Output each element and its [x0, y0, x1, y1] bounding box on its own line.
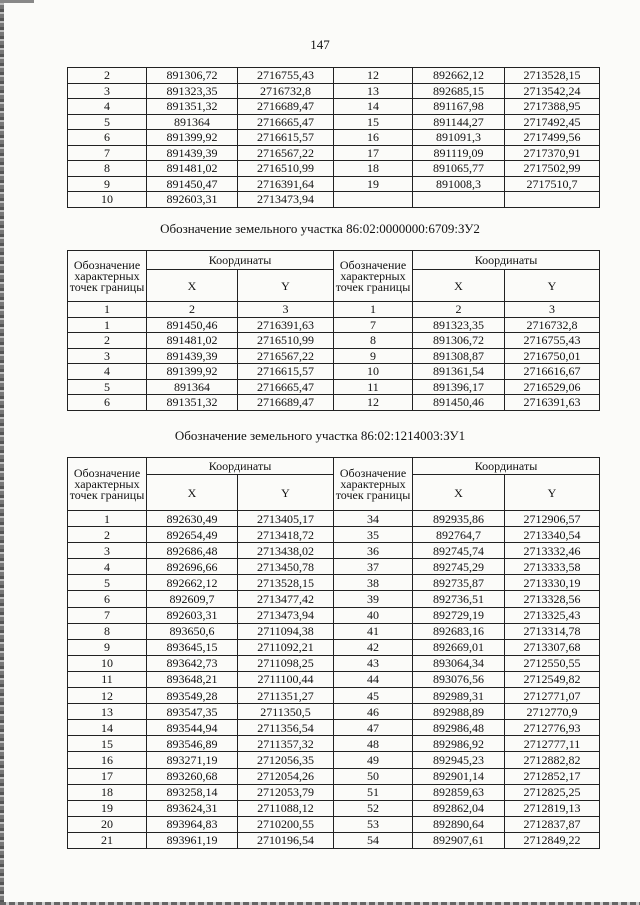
section-caption-zu1: Обозначение земельного участка 86:02:1214003:ЗУ1	[174, 428, 466, 443]
table-row	[68, 736, 600, 752]
point-number-cell: 9	[334, 348, 413, 364]
x-coordinate-cell: 891323,35	[147, 83, 238, 99]
y-coordinate-cell: 2716391,64	[238, 176, 334, 192]
y-coordinate-cell: 2716391,63	[238, 317, 334, 333]
point-number-cell: 52	[334, 800, 413, 816]
x-coordinate-cell: 892907,61	[413, 832, 505, 848]
table-row	[68, 784, 600, 800]
y-coordinate-cell: 2712770,9	[505, 704, 600, 720]
x-coordinate-cell: 891091,3	[413, 130, 505, 146]
x-coordinate-cell: 893546,89	[147, 736, 238, 752]
x-coordinate-cell: 891308,87	[413, 348, 505, 364]
y-coordinate-cell: 2712776,93	[505, 720, 600, 736]
point-number-cell: 18	[68, 784, 147, 800]
x-coordinate-cell: 891119,09	[413, 145, 505, 161]
y-coordinate-cell: 2717388,95	[505, 99, 600, 115]
point-number-cell: 5	[68, 575, 147, 591]
y-coordinate-cell: 2717492,45	[505, 114, 600, 130]
table-row	[68, 688, 600, 704]
x-coordinate-cell: 892745,74	[413, 543, 505, 559]
table-row	[68, 768, 600, 784]
header-col-number: 2	[413, 302, 505, 318]
y-coordinate-cell: 2713473,94	[238, 607, 334, 623]
y-coordinate-cell: 2716510,99	[238, 161, 334, 177]
y-coordinate-cell: 2712906,57	[505, 511, 600, 527]
point-number-cell: 10	[334, 364, 413, 380]
header-y-label: Y	[238, 475, 334, 511]
y-coordinate-cell: 2711100,44	[238, 671, 334, 687]
y-coordinate-cell: 2716616,67	[505, 364, 600, 380]
x-coordinate-cell: 893624,31	[147, 800, 238, 816]
point-number-cell: 2	[68, 68, 147, 84]
x-coordinate-cell: 891361,54	[413, 364, 505, 380]
x-coordinate-cell: 892890,64	[413, 816, 505, 832]
x-coordinate-cell: 891144,27	[413, 114, 505, 130]
x-coordinate-cell: 892654,49	[147, 527, 238, 543]
x-coordinate-cell: 891323,35	[413, 317, 505, 333]
y-coordinate-cell: 2713340,54	[505, 527, 600, 543]
point-number-cell: 17	[68, 768, 147, 784]
header-coords-label: Координаты	[413, 251, 600, 270]
y-coordinate-cell: 2716732,8	[505, 317, 600, 333]
x-coordinate-cell: 891351,32	[147, 395, 238, 411]
point-number-cell: 5	[68, 379, 147, 395]
y-coordinate-cell: 2713450,78	[238, 559, 334, 575]
x-coordinate-cell: 893650,6	[147, 623, 238, 639]
x-coordinate-cell: 891481,02	[147, 161, 238, 177]
x-coordinate-cell: 892859,63	[413, 784, 505, 800]
y-coordinate-cell: 2716689,47	[238, 99, 334, 115]
y-coordinate-cell: 2713405,17	[238, 511, 334, 527]
point-number-cell: 5	[68, 114, 147, 130]
section-caption-zu2: Обозначение земельного участка 86:02:0000000:6709:ЗУ2	[160, 221, 480, 236]
y-coordinate-cell: 2713418,72	[238, 527, 334, 543]
point-number-cell: 8	[334, 333, 413, 349]
point-number-cell: 21	[68, 832, 147, 848]
point-number-cell: 42	[334, 639, 413, 655]
y-coordinate-cell: 2716567,22	[238, 145, 334, 161]
x-coordinate-cell: 892988,89	[413, 704, 505, 720]
point-number-cell	[334, 192, 413, 208]
x-coordinate-cell: 893544,94	[147, 720, 238, 736]
point-number-cell: 11	[334, 379, 413, 395]
x-coordinate-cell: 893645,15	[147, 639, 238, 655]
x-coordinate-cell: 892662,12	[147, 575, 238, 591]
y-coordinate-cell: 2713542,24	[505, 83, 600, 99]
point-number-cell: 54	[334, 832, 413, 848]
point-number-cell: 12	[334, 395, 413, 411]
y-coordinate-cell: 2716665,47	[238, 379, 334, 395]
scan-corner-mark	[0, 0, 34, 3]
table-row	[68, 317, 600, 333]
y-coordinate-cell: 2716755,43	[238, 68, 334, 84]
y-coordinate-cell: 2713325,43	[505, 607, 600, 623]
y-coordinate-cell: 2716732,8	[238, 83, 334, 99]
header-point-label: Обозначение характерных точек границы	[334, 251, 413, 302]
x-coordinate-cell: 892745,29	[413, 559, 505, 575]
table-row	[68, 559, 600, 575]
y-coordinate-cell: 2716529,06	[505, 379, 600, 395]
table-row	[68, 348, 600, 364]
table-row	[68, 99, 600, 115]
point-number-cell: 40	[334, 607, 413, 623]
header-y-label: Y	[238, 270, 334, 302]
table-row	[68, 591, 600, 607]
x-coordinate-cell: 893260,68	[147, 768, 238, 784]
header-point-label: Обозначение характерных точек границы	[68, 251, 147, 302]
x-coordinate-cell: 891008,3	[413, 176, 505, 192]
y-coordinate-cell: 2717502,99	[505, 161, 600, 177]
x-coordinate-cell: 891364	[147, 379, 238, 395]
header-col-number: 1	[68, 302, 147, 318]
x-coordinate-cell: 893547,35	[147, 704, 238, 720]
point-number-cell: 14	[334, 99, 413, 115]
y-coordinate-cell: 2716750,01	[505, 348, 600, 364]
y-coordinate-cell: 2716689,47	[238, 395, 334, 411]
point-number-cell: 4	[68, 559, 147, 575]
x-coordinate-cell: 891399,92	[147, 130, 238, 146]
point-number-cell: 10	[68, 192, 147, 208]
y-coordinate-cell: 2713528,15	[238, 575, 334, 591]
y-coordinate-cell: 2711350,5	[238, 704, 334, 720]
point-number-cell: 8	[68, 623, 147, 639]
point-number-cell: 3	[68, 348, 147, 364]
y-coordinate-cell: 2710200,55	[238, 816, 334, 832]
y-coordinate-cell: 2712777,11	[505, 736, 600, 752]
y-coordinate-cell: 2712837,87	[505, 816, 600, 832]
table-row	[68, 704, 600, 720]
header-coords-label: Координаты	[147, 458, 334, 475]
x-coordinate-cell: 891450,46	[147, 317, 238, 333]
point-number-cell: 50	[334, 768, 413, 784]
point-number-cell: 18	[334, 161, 413, 177]
point-number-cell: 14	[68, 720, 147, 736]
y-coordinate-cell: 2717499,56	[505, 130, 600, 146]
x-coordinate-cell: 892989,31	[413, 688, 505, 704]
x-coordinate-cell: 892603,31	[147, 192, 238, 208]
x-coordinate-cell: 892986,92	[413, 736, 505, 752]
point-number-cell: 53	[334, 816, 413, 832]
x-coordinate-cell: 892729,19	[413, 607, 505, 623]
y-coordinate-cell: 2712849,22	[505, 832, 600, 848]
scan-left-edge	[0, 0, 4, 905]
x-coordinate-cell: 892603,31	[147, 607, 238, 623]
x-coordinate-cell: 893642,73	[147, 655, 238, 671]
table-row	[68, 639, 600, 655]
header-col-number: 3	[505, 302, 600, 318]
x-coordinate-cell: 891351,32	[147, 99, 238, 115]
point-number-cell: 1	[68, 317, 147, 333]
y-coordinate-cell: 2712771,07	[505, 688, 600, 704]
x-coordinate-cell: 891450,46	[413, 395, 505, 411]
y-coordinate-cell: 2712549,82	[505, 671, 600, 687]
y-coordinate-cell: 2713528,15	[505, 68, 600, 84]
x-coordinate-cell: 892662,12	[413, 68, 505, 84]
table-row	[68, 671, 600, 687]
y-coordinate-cell: 2716615,57	[238, 130, 334, 146]
table-row	[68, 511, 600, 527]
x-coordinate-cell: 892669,01	[413, 639, 505, 655]
point-number-cell: 8	[68, 161, 147, 177]
y-coordinate-cell: 2713314,78	[505, 623, 600, 639]
table-row	[68, 800, 600, 816]
x-coordinate-cell: 893549,28	[147, 688, 238, 704]
table-row	[68, 114, 600, 130]
y-coordinate-cell: 2713477,42	[238, 591, 334, 607]
x-coordinate-cell: 891167,98	[413, 99, 505, 115]
y-coordinate-cell: 2713328,56	[505, 591, 600, 607]
point-number-cell: 44	[334, 671, 413, 687]
x-coordinate-cell: 892685,15	[413, 83, 505, 99]
point-number-cell: 10	[68, 655, 147, 671]
table-row	[68, 623, 600, 639]
x-coordinate-cell: 892901,14	[413, 768, 505, 784]
x-coordinate-cell: 892945,23	[413, 752, 505, 768]
header-x-label: X	[413, 475, 505, 511]
table-row	[68, 83, 600, 99]
y-coordinate-cell: 2713333,58	[505, 559, 600, 575]
point-number-cell: 51	[334, 784, 413, 800]
point-number-cell: 49	[334, 752, 413, 768]
point-number-cell: 15	[334, 114, 413, 130]
point-number-cell: 12	[68, 688, 147, 704]
x-coordinate-cell: 891396,17	[413, 379, 505, 395]
y-coordinate-cell: 2717370,91	[505, 145, 600, 161]
y-coordinate-cell: 2712882,82	[505, 752, 600, 768]
point-number-cell: 38	[334, 575, 413, 591]
x-coordinate-cell: 892683,16	[413, 623, 505, 639]
y-coordinate-cell: 2713307,68	[505, 639, 600, 655]
y-coordinate-cell: 2710196,54	[238, 832, 334, 848]
x-coordinate-cell: 892736,51	[413, 591, 505, 607]
y-coordinate-cell: 2712054,26	[238, 768, 334, 784]
point-number-cell: 2	[68, 333, 147, 349]
y-coordinate-cell: 2713332,46	[505, 543, 600, 559]
y-coordinate-cell: 2713330,19	[505, 575, 600, 591]
point-number-cell: 13	[334, 83, 413, 99]
x-coordinate-cell: 892630,49	[147, 511, 238, 527]
point-number-cell: 7	[68, 607, 147, 623]
x-coordinate-cell: 891306,72	[413, 333, 505, 349]
table-row	[68, 720, 600, 736]
point-number-cell: 3	[68, 83, 147, 99]
table-row	[68, 816, 600, 832]
point-number-cell: 16	[334, 130, 413, 146]
coordinates-table-continued	[67, 67, 600, 208]
table-row	[68, 752, 600, 768]
table-row	[68, 364, 600, 380]
table-row	[68, 655, 600, 671]
header-coords-label: Координаты	[147, 251, 334, 270]
point-number-cell: 47	[334, 720, 413, 736]
x-coordinate-cell: 893648,21	[147, 671, 238, 687]
coordinates-table-zu1	[67, 457, 600, 849]
point-number-cell: 6	[68, 591, 147, 607]
table-row	[68, 379, 600, 395]
y-coordinate-cell: 2712825,25	[505, 784, 600, 800]
y-coordinate-cell: 2712056,35	[238, 752, 334, 768]
x-coordinate-cell: 892862,04	[413, 800, 505, 816]
coordinates-table-zu2	[67, 250, 600, 411]
x-coordinate-cell: 891399,92	[147, 364, 238, 380]
x-coordinate-cell: 893964,83	[147, 816, 238, 832]
x-coordinate-cell: 892686,48	[147, 543, 238, 559]
y-coordinate-cell: 2716755,43	[505, 333, 600, 349]
table-row	[68, 176, 600, 192]
y-coordinate-cell: 2711088,12	[238, 800, 334, 816]
table-row	[68, 68, 600, 84]
header-x-label: X	[413, 270, 505, 302]
point-number-cell: 34	[334, 511, 413, 527]
table-row	[68, 192, 600, 208]
point-number-cell: 19	[68, 800, 147, 816]
point-number-cell: 1	[68, 511, 147, 527]
x-coordinate-cell: 892935,86	[413, 511, 505, 527]
x-coordinate-cell: 892986,48	[413, 720, 505, 736]
y-coordinate-cell: 2711098,25	[238, 655, 334, 671]
point-number-cell: 48	[334, 736, 413, 752]
x-coordinate-cell: 893064,34	[413, 655, 505, 671]
point-number-cell: 6	[68, 130, 147, 146]
table-row	[68, 395, 600, 411]
y-coordinate-cell: 2716615,57	[238, 364, 334, 380]
point-number-cell: 6	[68, 395, 147, 411]
y-coordinate-cell: 2713473,94	[238, 192, 334, 208]
point-number-cell: 43	[334, 655, 413, 671]
table-row	[68, 527, 600, 543]
point-number-cell: 4	[68, 99, 147, 115]
point-number-cell: 45	[334, 688, 413, 704]
y-coordinate-cell: 2713438,02	[238, 543, 334, 559]
table-row	[68, 543, 600, 559]
y-coordinate-cell: 2711094,38	[238, 623, 334, 639]
header-x-label: X	[147, 475, 238, 511]
y-coordinate-cell: 2712550,55	[505, 655, 600, 671]
header-point-label: Обозначение характерных точек границы	[68, 458, 147, 511]
x-coordinate-cell: 891439,39	[147, 145, 238, 161]
point-number-cell: 7	[334, 317, 413, 333]
table-row	[68, 161, 600, 177]
y-coordinate-cell: 2712819,13	[505, 800, 600, 816]
x-coordinate-cell: 891450,47	[147, 176, 238, 192]
x-coordinate-cell: 891306,72	[147, 68, 238, 84]
x-coordinate-cell: 891481,02	[147, 333, 238, 349]
y-coordinate-cell: 2716665,47	[238, 114, 334, 130]
y-coordinate-cell: 2712852,17	[505, 768, 600, 784]
table-row	[68, 832, 600, 848]
header-y-label: Y	[505, 475, 600, 511]
header-col-number: 1	[334, 302, 413, 318]
header-point-label: Обозначение характерных точек границы	[334, 458, 413, 511]
header-col-number: 3	[238, 302, 334, 318]
x-coordinate-cell: 891364	[147, 114, 238, 130]
header-coords-label: Координаты	[413, 458, 600, 475]
y-coordinate-cell: 2711356,54	[238, 720, 334, 736]
point-number-cell: 17	[334, 145, 413, 161]
y-coordinate-cell: 2711357,32	[238, 736, 334, 752]
y-coordinate-cell: 2716510,99	[238, 333, 334, 349]
table-row	[68, 145, 600, 161]
point-number-cell: 2	[68, 527, 147, 543]
table-row	[68, 333, 600, 349]
point-number-cell: 3	[68, 543, 147, 559]
point-number-cell: 46	[334, 704, 413, 720]
point-number-cell: 13	[68, 704, 147, 720]
header-y-label: Y	[505, 270, 600, 302]
point-number-cell: 4	[68, 364, 147, 380]
x-coordinate-cell: 893961,19	[147, 832, 238, 848]
point-number-cell: 35	[334, 527, 413, 543]
x-coordinate-cell: 892735,87	[413, 575, 505, 591]
point-number-cell: 36	[334, 543, 413, 559]
y-coordinate-cell: 2711351,27	[238, 688, 334, 704]
x-coordinate-cell: 892696,66	[147, 559, 238, 575]
y-coordinate-cell: 2717510,7	[505, 176, 600, 192]
point-number-cell: 19	[334, 176, 413, 192]
x-coordinate-cell: 892764,7	[413, 527, 505, 543]
point-number-cell: 39	[334, 591, 413, 607]
x-coordinate-cell	[413, 192, 505, 208]
point-number-cell: 16	[68, 752, 147, 768]
y-coordinate-cell: 2712053,79	[238, 784, 334, 800]
point-number-cell: 9	[68, 176, 147, 192]
table-row	[68, 575, 600, 591]
point-number-cell: 9	[68, 639, 147, 655]
point-number-cell: 12	[334, 68, 413, 84]
point-number-cell: 37	[334, 559, 413, 575]
x-coordinate-cell: 893258,14	[147, 784, 238, 800]
point-number-cell: 15	[68, 736, 147, 752]
y-coordinate-cell: 2716391,63	[505, 395, 600, 411]
point-number-cell: 11	[68, 671, 147, 687]
header-x-label: X	[147, 270, 238, 302]
y-coordinate-cell: 2711092,21	[238, 639, 334, 655]
point-number-cell: 20	[68, 816, 147, 832]
header-col-number: 2	[147, 302, 238, 318]
x-coordinate-cell: 891065,77	[413, 161, 505, 177]
y-coordinate-cell: 2716567,22	[238, 348, 334, 364]
y-coordinate-cell	[505, 192, 600, 208]
x-coordinate-cell: 892609,7	[147, 591, 238, 607]
x-coordinate-cell: 893076,56	[413, 671, 505, 687]
point-number-cell: 7	[68, 145, 147, 161]
page-number: 147	[310, 37, 330, 52]
point-number-cell: 41	[334, 623, 413, 639]
x-coordinate-cell: 893271,19	[147, 752, 238, 768]
table-row	[68, 130, 600, 146]
table-row	[68, 607, 600, 623]
x-coordinate-cell: 891439,39	[147, 348, 238, 364]
